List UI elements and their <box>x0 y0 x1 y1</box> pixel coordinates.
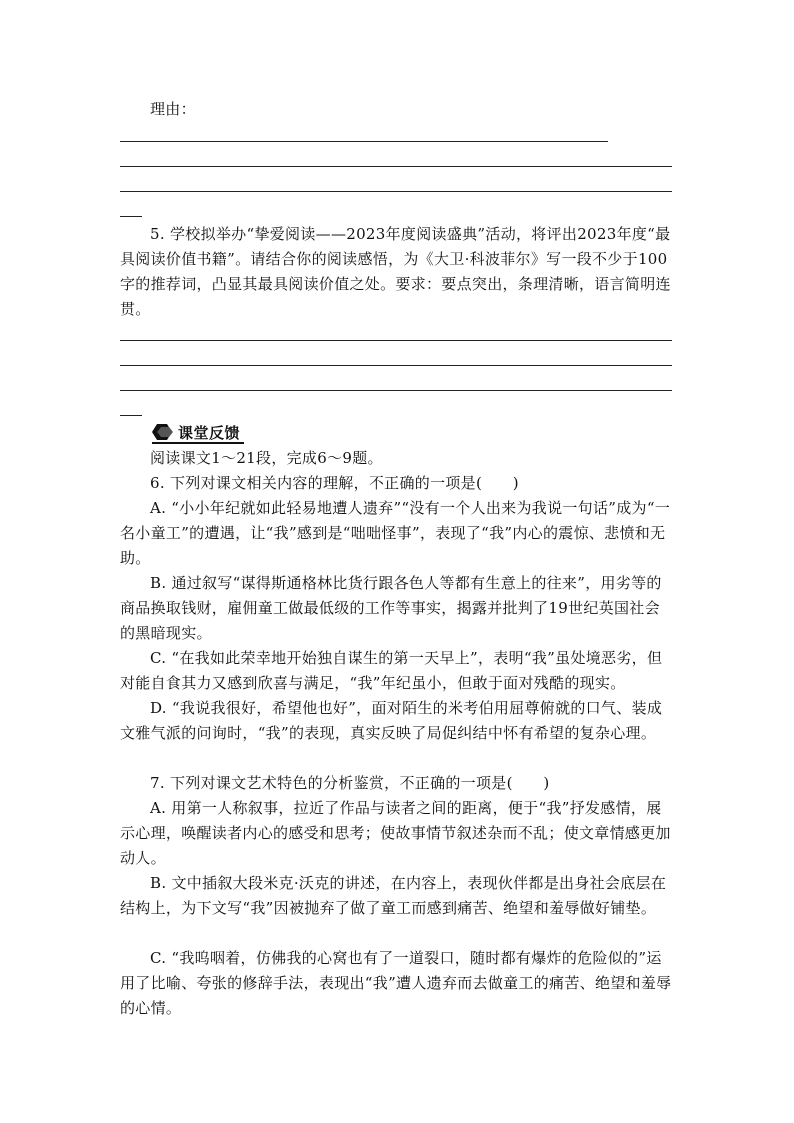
hexagon-badge-icon <box>152 422 176 442</box>
question-5: 5. 学校拟举办“挚爱阅读——2023年度阅读盛典”活动，将评出2023年度“最具阅读价值书籍”。请结合你的阅读感悟，为《大卫·科波菲尔》写一段不少于100字的推荐词，凸显其最具阅读价值之处。要求：要点突出，条理清晰，语言简明连贯。 <box>120 225 671 318</box>
answer-line <box>120 166 672 167</box>
question-7-option-a: A. 用第一人称叙事，拉近了作品与读者之间的距离，便于“我”抒发感情，展示心理，唤醒读者内心的感受和思考；使故事情节叙述杂而不乱；使文章情感更加动人。 <box>120 799 671 867</box>
answer-line <box>120 141 608 142</box>
question-6-stem: 6. 下列对课文相关内容的理解，不正确的一项是( ) <box>150 474 519 492</box>
question-7-option-c: C. “我呜咽着，仿佛我的心窝也有了一道裂口，随时都有爆炸的危险似的”运用了比喻、夸张的修辞手法，表现出“我”遭人遗弃而去做童工的痛苦、绝望和羞辱的心情。 <box>120 949 672 1017</box>
question-6-option-d: D. “我说我很好，希望他也好”，面对陌生的米考伯用屈尊俯就的口气、装成文雅气派的问询时，“我”的表现，真实反映了局促纠结中怀有希望的复杂心理。 <box>120 699 663 742</box>
section-instruction: 阅读课文1～21段，完成6～9题。 <box>150 449 383 467</box>
question-6-option-b: B. 通过叙写“谋得斯通格林比货行跟各色人等都有生意上的往来”，用劣等的商品换取钱财，雇佣童工做最低级的工作等事实，揭露并批判了19世纪英国社会的黑暗现实。 <box>120 574 662 642</box>
answer-line-end <box>120 415 142 416</box>
section-underline <box>152 442 244 444</box>
section-heading <box>152 421 240 443</box>
answer-line <box>120 340 672 341</box>
answer-line <box>120 365 672 366</box>
question-6-option-a: A. “小小年纪就如此轻易地遭人遗弃”“没有一个人出来为我说一句话”成为“一名小童工”的遭遇，让“我”感到是“咄咄怪事”，表现了“我”内心的震惊、悲愤和无助。 <box>120 499 671 567</box>
reason-label: 理由： <box>150 100 196 118</box>
section-title: 课堂反馈 <box>178 423 241 442</box>
answer-line <box>120 191 672 192</box>
question-7-stem: 7. 下列对课文艺术特色的分析鉴赏，不正确的一项是( ) <box>150 774 550 792</box>
question-6-option-c: C. “在我如此荣幸地开始独自谋生的第一天早上”，表明“我”虽处境恶劣，但对能自食其力又感到欣喜与满足，“我”年纪虽小，但敢于面对残酷的现实。 <box>120 649 663 692</box>
answer-line-end <box>120 216 142 217</box>
answer-line <box>120 390 672 391</box>
question-7-option-b: B. 文中插叙大段米克·沃克的讲述，在内容上，表现伙伴都是出身社会底层在结构上，为下文写“我”因被抛弃了做了童工而感到痛苦、绝望和羞辱做好铺垫。 <box>120 874 667 917</box>
